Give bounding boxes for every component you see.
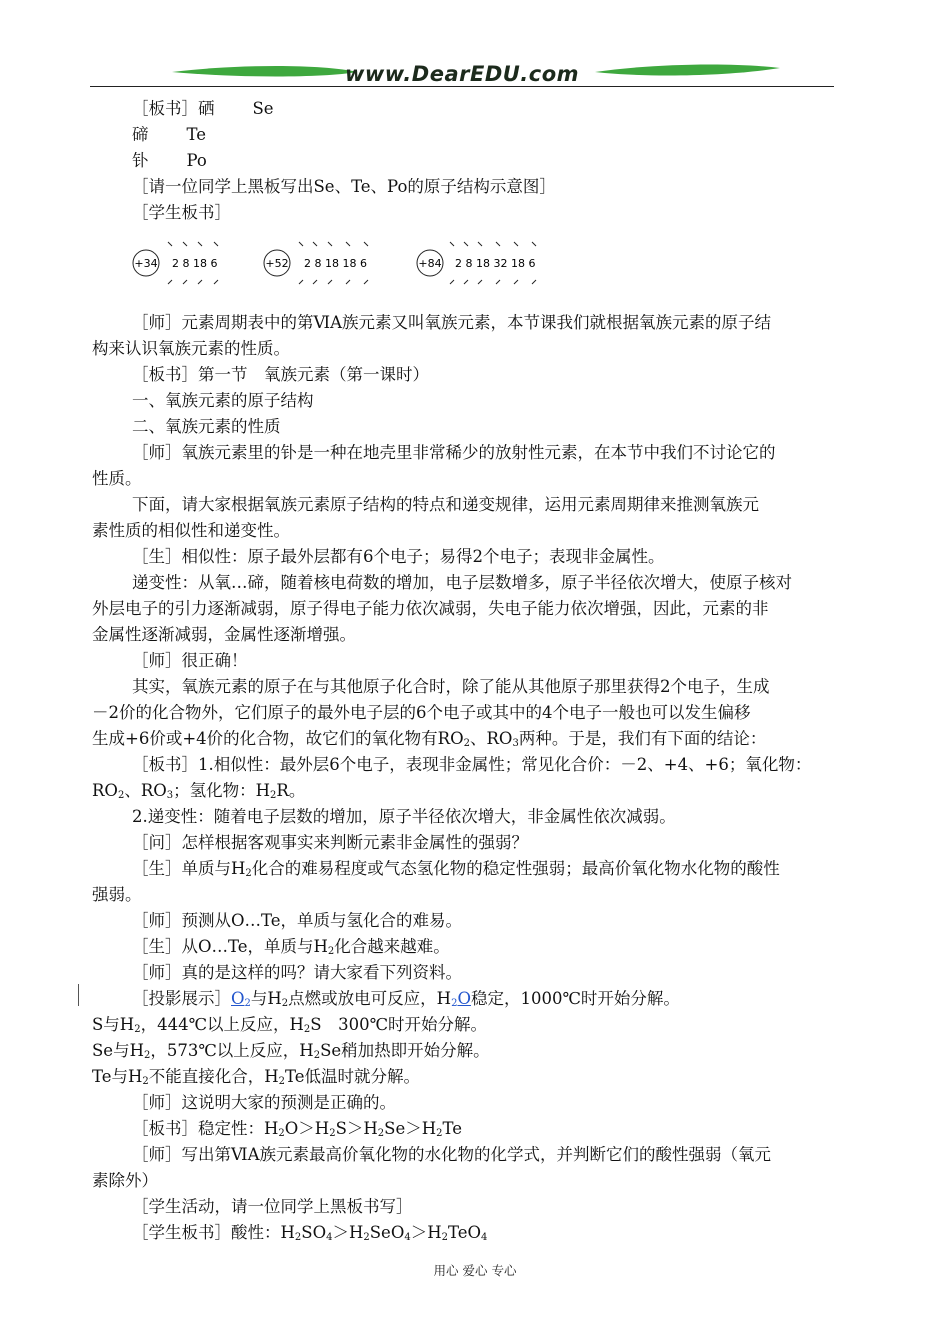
text-line: ［师］元素周期表中的第ⅥA族元素又叫氧族元素，本节课我们就根据氧族元素的原子结 <box>132 313 772 332</box>
atomic-structure-diagrams <box>128 230 558 292</box>
text-line: ［生］相似性：原子最外层都有6个电子；易得2个电子；表现非金属性。 <box>132 547 665 566</box>
text-line: 递变性：从氧…碲，随着核电荷数的增加，电子层数增多，原子半径依次增大，使原子核对 <box>132 573 792 592</box>
text-line: －2价的化合物外，它们原子的最外电子层的6个电子或其中的4个电子一般也可以发生偏移 <box>92 703 751 722</box>
text-line: 构来认识氧族元素的性质。 <box>92 339 290 358</box>
text-line: ［师］这说明大家的预测是正确的。 <box>132 1093 396 1112</box>
text-line: ［请一位同学上黑板写出Se、Te、Po的原子结构示意图］ <box>132 177 556 196</box>
text-line: ［学生活动，请一位同学上黑板书写］ <box>132 1197 413 1216</box>
page-header <box>90 56 834 96</box>
nucleus-label: +34 <box>134 257 158 270</box>
text-line: Se与$H_2$，573℃以上反应，$H_2Se$稍加热即开始分解。 <box>92 1041 490 1061</box>
text-line: $RO_2$、$RO_3$；氢化物：$H_2R$。 <box>92 781 306 801</box>
text-line: 下面，请大家根据氧族元素原子结构的特点和递变规律，运用元素周期律来推测氧族元 <box>132 495 759 514</box>
atom-te <box>264 242 368 284</box>
text-line: ［投影展示$]O_2$与$H_2$点燃或放电可反应，$H_2O$稳定，1000℃时开始分解。 <box>132 989 680 1009</box>
h2o-link[interactable]: $_2$O <box>451 989 471 1009</box>
text-line: ［生］从O…Te，单质与$H_2$化合越来越难。 <box>132 937 450 957</box>
text-line: ［问］怎样根据客观事实来判断元素非金属性的强弱？ <box>132 833 528 852</box>
text-line: ［师］预测从O…Te，单质与氢化合的难易。 <box>132 911 463 930</box>
shell-label: 2 8 18 18 6 <box>304 257 367 270</box>
text-line: 钋 Po <box>132 151 207 170</box>
revision-bar <box>78 984 79 1006</box>
text-line: 2.递变性：随着电子层数的增加，原子半径依次增大，非金属性依次减弱。 <box>132 807 676 826</box>
header-rule <box>90 86 834 87</box>
text-line: ［学生板书］酸性：$H_2SO_4>H_2SeO_4>H_2TeO_4$ <box>132 1223 488 1243</box>
text-line: 外层电子的引力逐渐减弱，原子得电子能力依次减弱，失电子能力依次增强，因此，元素的非 <box>92 599 769 618</box>
nucleus-label: +84 <box>418 257 442 270</box>
text-line: ［师］很正确！ <box>132 651 248 670</box>
text-line: ［学生板书］ <box>132 203 231 222</box>
text-line: ［板书］1.相似性：最外层6个电子，表现非金属性；常见化合价：－2、+4、+6；氧化物： <box>132 755 812 774</box>
text-line: Te与$H_2$不能直接化合，$H_2Te$低温时就分解。 <box>92 1067 421 1087</box>
text-line: ［师］真的是这样的吗？请大家看下列资料。 <box>132 963 462 982</box>
text-line: 生成+6价或+4价的化合物，故它们的氧化物有$RO_2$、$RO_3$两种。于是，我们有下面的结论： <box>92 729 767 749</box>
text-line: 碲 Te <box>132 125 206 144</box>
text-line: 其实，氧族元素的原子在与其他原子化合时，除了能从其他原子那里获得2个电子，生成 <box>132 677 770 696</box>
text-line: 金属性逐渐减弱，金属性逐渐增强。 <box>92 625 356 644</box>
text-line: 强弱。 <box>92 885 142 904</box>
shell-label: 2 8 18 32 18 6 <box>455 257 536 270</box>
atom-diagram-svg <box>128 230 558 292</box>
atom-po <box>417 242 536 284</box>
shell-label: 2 8 18 6 <box>172 257 218 270</box>
text-line: 二、氧族元素的性质 <box>132 417 281 436</box>
atom-se <box>133 242 218 284</box>
brand-logo-text: www.DearEDU.com <box>344 62 580 86</box>
text-line: ［生］单质与$H_2$化合的难易程度或气态氢化物的稳定性强弱；最高价氧化物水化物的酸性 <box>132 859 780 879</box>
text-line: S与$H_2$，444℃以上反应，$H_2S$ 300℃时开始分解。 <box>92 1015 488 1035</box>
text-line: ［板书］硒 Se <box>132 99 274 118</box>
text-line: 素性质的相似性和递变性。 <box>92 521 290 540</box>
nucleus-label: +52 <box>265 257 289 270</box>
text-line: ［师］写出第ⅥA族元素最高价氧化物的水化物的化学式，并判断它们的酸性强弱（氧元 <box>132 1145 772 1164</box>
text-line: 素除外） <box>92 1171 158 1190</box>
o2-link[interactable]: $O_2$ <box>231 989 251 1009</box>
page-footer: 用心 爱心 专心 <box>433 1263 517 1278</box>
text-line: ［板书］稳定性：$H_2O>H_2S>H_2Se>H_2Te$ <box>132 1119 462 1139</box>
text-line: 一、氧族元素的原子结构 <box>132 391 314 410</box>
text-line: 性质。 <box>92 469 142 488</box>
text-line: ［师］氧族元素里的钋是一种在地壳里非常稀少的放射性元素，在本节中我们不讨论它的 <box>132 443 776 462</box>
text-line: ［板书］第一节 氧族元素（第一课时） <box>132 365 429 384</box>
